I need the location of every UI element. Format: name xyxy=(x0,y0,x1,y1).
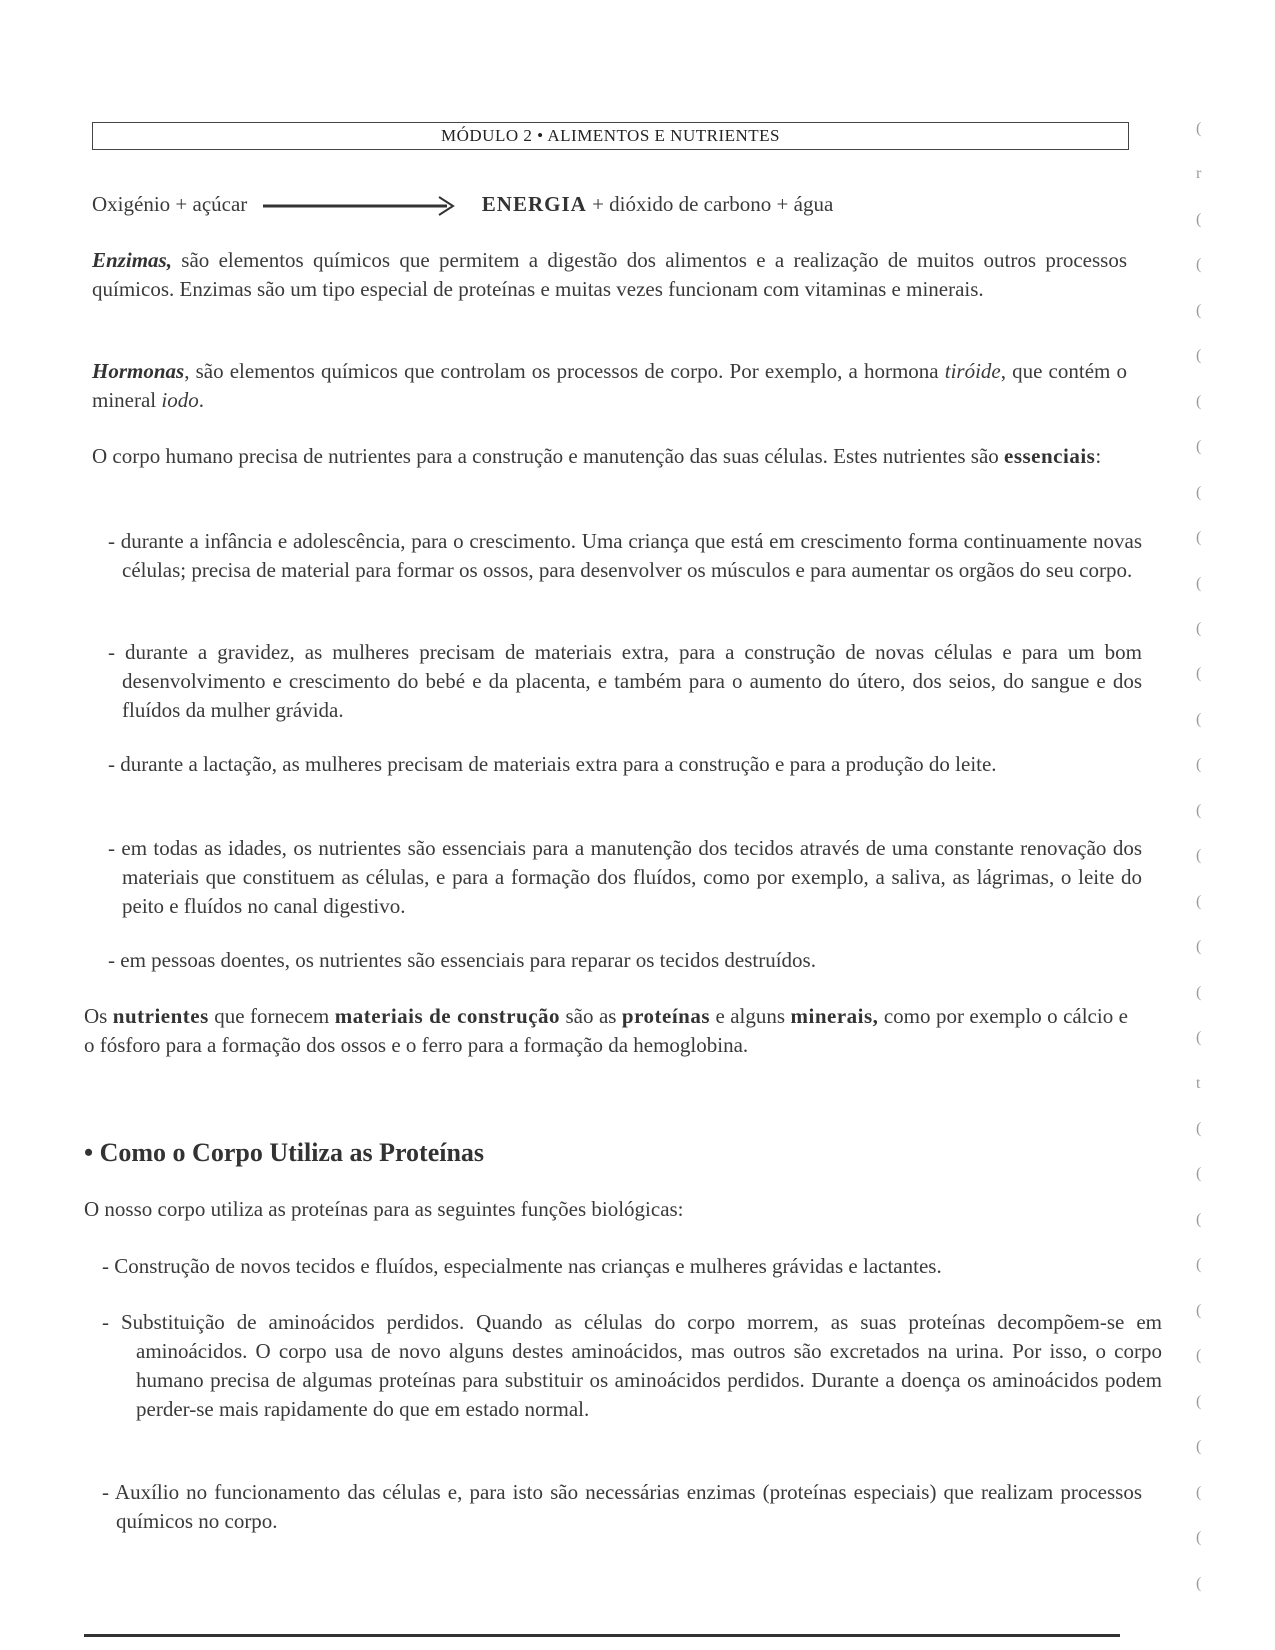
margin-mark: ( xyxy=(1196,393,1202,410)
margin-mark: ( xyxy=(1196,1529,1202,1546)
margin-mark: ( xyxy=(1196,1347,1202,1364)
margin-mark: ( xyxy=(1196,438,1202,455)
list-item: - Substituição de aminoácidos perdidos. Quando as células do corpo morrem, as suas proteínas decompõem-se em aminoácidos. O corpo usa de novo alguns destes aminoácidos, mas outros são excretados na urina. Por isso, o corpo humano precisa de algumas proteínas para substituir os aminoácidos perdidos. Durante a doença os aminoácidos podem perder-se mais rapidamente do que em estado normal. xyxy=(102,1310,1162,1421)
margin-mark: ( xyxy=(1196,1256,1202,1273)
construcao-text-5: como por exemplo o cálcio e o fósforo para a formação dos ossos e o ferro para a formação da hemoglobina. xyxy=(84,1004,1128,1057)
construction-paragraph xyxy=(84,1002,1128,1060)
construcao-text-3: são as xyxy=(560,1004,622,1028)
margin-mark: ( xyxy=(1196,847,1202,864)
construcao-text-1: Os xyxy=(84,1004,113,1028)
list-item: - durante a lactação, as mulheres precisam de materiais extra para a construção e para a produção do leite. xyxy=(108,752,997,776)
list-item: - em pessoas doentes, os nutrientes são essenciais para reparar os tecidos destruídos. xyxy=(108,948,816,972)
margin-mark: ( xyxy=(1196,1393,1202,1410)
margin-mark: t xyxy=(1196,1075,1201,1092)
nutrients-intro-paragraph xyxy=(92,442,1127,471)
margin-mark: ( xyxy=(1196,756,1202,773)
hormonas-text-2: , que contém o mineral xyxy=(92,359,1127,412)
materiais-term: materiais de construção xyxy=(334,1004,561,1028)
section-heading: • Como o Corpo Utiliza as Proteínas xyxy=(84,1138,485,1167)
hormonas-paragraph xyxy=(92,357,1127,415)
proteinas-term: proteínas xyxy=(621,1004,711,1028)
iodo-term: iodo xyxy=(161,388,199,412)
margin-mark: ( xyxy=(1196,529,1202,546)
enzimas-text: são elementos químicos que permitem a digestão dos alimentos e a realização de muitos outros processos químicos. Enzimas são um tipo especial de proteínas e muitas vezes funcionam com vitaminas e minerais. xyxy=(92,248,1127,301)
list-item: - Construção de novos tecidos e fluídos, especialmente nas crianças e mulheres grávidas e lactantes. xyxy=(102,1254,942,1278)
equation-energy: ENERGIA xyxy=(481,192,587,216)
enzimas-term: Enzimas, xyxy=(92,248,172,272)
binding-margin-marks xyxy=(1196,120,1226,1650)
margin-mark: ( xyxy=(1196,1438,1202,1455)
margin-mark: r xyxy=(1196,165,1202,182)
margin-mark: ( xyxy=(1196,575,1202,592)
margin-mark: ( xyxy=(1196,1211,1202,1228)
right-arrow-icon xyxy=(263,195,463,217)
hormonas-end: . xyxy=(198,388,204,412)
intro-end: : xyxy=(1095,444,1102,468)
enzimas-paragraph xyxy=(92,246,1127,304)
energy-equation xyxy=(92,192,833,217)
margin-mark: ( xyxy=(1196,1302,1202,1319)
equation-reactants: Oxigénio + açúcar xyxy=(92,192,248,216)
tiroide-term: tiróide xyxy=(944,359,1001,383)
margin-mark: ( xyxy=(1196,984,1202,1001)
hormonas-text: , são elementos químicos que controlam os processos de corpo. Por exemplo, a hormona xyxy=(184,359,945,383)
list-item: - Auxílio no funcionamento das células e, para isto são necessárias enzimas (proteínas especiais) que realizam processos químicos no corpo. xyxy=(102,1480,1142,1533)
margin-mark: ( xyxy=(1196,484,1202,501)
essenciais-term: essenciais xyxy=(1004,444,1096,468)
hormonas-term: Hormonas xyxy=(92,359,185,383)
list-item: - em todas as idades, os nutrientes são essenciais para a manutenção dos tecidos através de uma constante renovação dos materiais que constituem as células, e para a formação dos fluídos, como por exemplo, a saliva, as lágrimas, o leite do peito e fluídos no canal digestivo. xyxy=(108,836,1142,918)
margin-mark: ( xyxy=(1196,711,1202,728)
margin-mark: ( xyxy=(1196,211,1202,228)
margin-mark: ( xyxy=(1196,1029,1202,1046)
margin-mark: ( xyxy=(1196,802,1202,819)
margin-mark: ( xyxy=(1196,938,1202,955)
module-header xyxy=(92,122,1129,150)
margin-mark: ( xyxy=(1196,1165,1202,1182)
margin-mark: ( xyxy=(1196,1575,1202,1592)
intro-text: O corpo humano precisa de nutrientes para a construção e manutenção das suas células. Estes nutrientes são xyxy=(92,444,1005,468)
margin-mark: ( xyxy=(1196,893,1202,910)
bottom-rule xyxy=(84,1634,1120,1637)
section-intro: O nosso corpo utiliza as proteínas para as seguintes funções biológicas: xyxy=(84,1197,684,1221)
list-item: - durante a infância e adolescência, para o crescimento. Uma criança que está em crescimento forma continuamente novas células; precisa de material para formar os ossos, para desenvolver os músculos e para aumentar os orgãos do seu corpo. xyxy=(108,529,1142,582)
margin-mark: ( xyxy=(1196,302,1202,319)
minerais-term: minerais, xyxy=(790,1004,879,1028)
construcao-text-4: e alguns xyxy=(710,1004,791,1028)
construcao-text-2: que fornecem xyxy=(208,1004,335,1028)
margin-mark: ( xyxy=(1196,347,1202,364)
margin-mark: ( xyxy=(1196,256,1202,273)
list-item: - durante a gravidez, as mulheres precisam de materiais extra, para a construção de novas células e para um bom desenvolvimento e crescimento do bebé e da placenta, e também para o aumento do útero, dos seios, do sangue e dos fluídos da mulher grávida. xyxy=(108,640,1142,722)
margin-mark: ( xyxy=(1196,665,1202,682)
margin-mark: ( xyxy=(1196,1120,1202,1137)
module-title: MÓDULO 2 • ALIMENTOS E NUTRIENTES xyxy=(441,126,780,145)
margin-mark: ( xyxy=(1196,120,1202,137)
nutrientes-term: nutrientes xyxy=(112,1004,209,1028)
equation-products: + dióxido de carbono + água xyxy=(592,192,834,216)
margin-mark: ( xyxy=(1196,620,1202,637)
margin-mark: ( xyxy=(1196,1484,1202,1501)
